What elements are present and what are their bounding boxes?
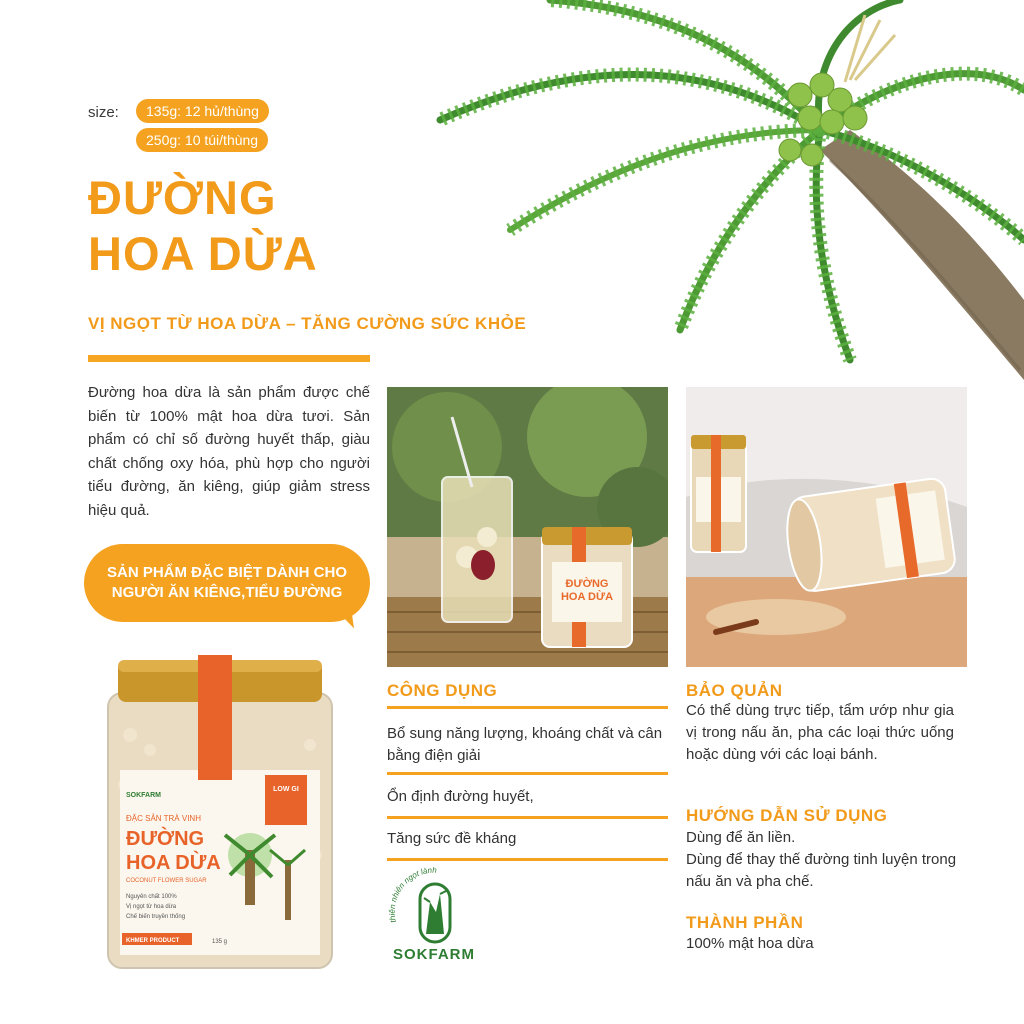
- title-line-2: HOA DỪA: [88, 227, 318, 280]
- cong-dung-heading: CÔNG DỤNG: [387, 681, 498, 700]
- product-title: [88, 170, 318, 282]
- thanh-phan-text: 100% mật hoa dừa: [686, 935, 814, 952]
- bao-quan-text: Có thể dùng trực tiếp, tẩm ướp như gia vị trong nấu ăn, pha các loại thức uống hoặc dùng với các loại bánh.: [686, 702, 954, 763]
- cong-dung-item: Bổ sung năng lượng, khoáng chất và cân bằng điện giải: [387, 725, 663, 764]
- drink-and-jar-photo: [387, 387, 668, 667]
- jar-region: ĐẶC SẢN TRÀ VINH: [126, 814, 201, 823]
- bao-quan-heading: BẢO QUẢN: [686, 681, 783, 700]
- jar-name-1: ĐƯỜNG: [126, 828, 205, 850]
- logo-brand-name: SOKFARM: [393, 946, 475, 963]
- huong-dan-line-2: Dùng để thay thế đường tinh luyện trong nấu ăn và pha chế.: [686, 851, 957, 890]
- jar-gi-badge: LOW GI: [273, 786, 299, 793]
- product-jar-image: [100, 655, 340, 975]
- diet-callout: [84, 544, 370, 622]
- cong-dung-item: Tăng sức đề kháng: [387, 830, 517, 847]
- size-option-250g: 250g: 10 túi/thùng: [136, 128, 268, 152]
- callout-line-2: NGƯỜI ĂN KIÊNG,TIỂU ĐƯỜNG: [111, 584, 343, 601]
- jar-ribbon-text: KHMER PRODUCT: [126, 938, 180, 944]
- title-line-1: ĐƯỜNG: [88, 171, 277, 224]
- coconut-palm-image: [380, 0, 1024, 400]
- svg-text:ĐƯỜNG: ĐƯỜNG: [565, 578, 609, 590]
- jar-note-1: Nguyên chất 100%: [126, 894, 177, 900]
- intro-paragraph: Đường hoa dừa là sản phẩm được chế biến từ 100% mật hoa dừa tươi. Sản phẩm có chỉ số đường huyết thấp, giàu chất chống oxy hóa, phù hợp cho người tiểu đường, ăn kiêng, giúp giảm stress hiệu quả.: [88, 384, 370, 519]
- size-label: size:: [88, 104, 119, 121]
- jar-english-name: COCONUT FLOWER SUGAR: [126, 878, 207, 884]
- callout-line-1: SẢN PHẨM ĐẶC BIỆT DÀNH CHO: [107, 564, 347, 581]
- size-option-135g: 135g: 12 hủ/thùng: [136, 99, 269, 123]
- logo-tagline: thiên nhiên ngọt lành: [387, 865, 437, 924]
- sugar-jars-photo: [686, 387, 967, 667]
- svg-text:HOA DỪA: HOA DỪA: [560, 591, 614, 603]
- cong-dung-divider: [387, 706, 668, 709]
- subtitle-divider: [88, 355, 370, 362]
- huong-dan-line-1: Dùng để ăn liền.: [686, 829, 796, 846]
- cong-dung-item-divider: [387, 858, 668, 861]
- jar-weight: 135 g: [212, 939, 228, 945]
- cong-dung-item-divider: [387, 772, 668, 775]
- cong-dung-item: Ổn định đường huyết,: [387, 788, 534, 805]
- product-subtitle: VỊ NGỌT TỪ HOA DỪA – TĂNG CƯỜNG SỨC KHỎE: [88, 314, 527, 333]
- jar-note-3: Chế biến truyền thống: [126, 914, 186, 920]
- jar-note-2: Vị ngọt từ hoa dừa: [126, 904, 177, 910]
- cong-dung-item-divider: [387, 816, 668, 819]
- huong-dan-text: [686, 827, 966, 893]
- jar-name-2: HOA DỪA: [126, 852, 221, 874]
- thanh-phan-heading: THÀNH PHẦN: [686, 913, 804, 932]
- huong-dan-heading: HƯỚNG DẪN SỬ DỤNG: [686, 806, 888, 825]
- jar-brand: SOKFARM: [126, 792, 161, 799]
